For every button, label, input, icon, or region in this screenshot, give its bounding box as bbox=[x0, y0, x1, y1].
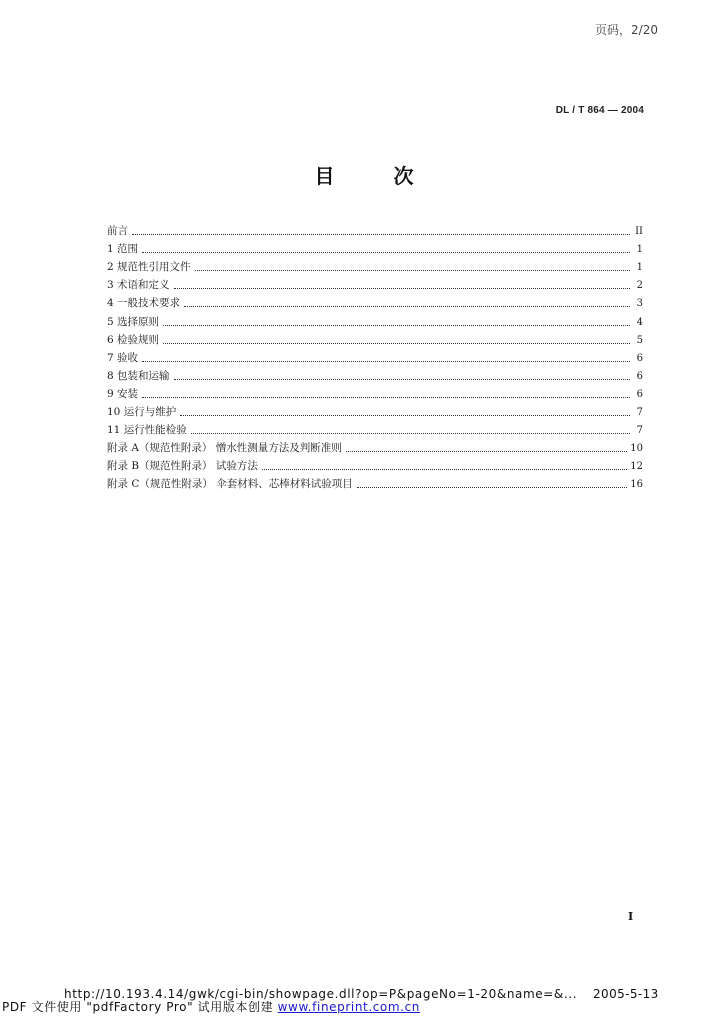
dot-leader bbox=[174, 288, 630, 289]
toc-entry[interactable] bbox=[107, 455, 643, 473]
toc-entry-page: 6 bbox=[636, 388, 643, 400]
toc-entry[interactable] bbox=[107, 238, 643, 256]
toc-entry[interactable] bbox=[107, 274, 643, 292]
toc-entry-label: 附录 C（规范性附录） 伞套材料、芯棒材料试验项目 bbox=[107, 478, 353, 491]
toc-entry-label: 7 验收 bbox=[107, 351, 139, 364]
dot-leader bbox=[142, 252, 630, 253]
toc-entry-label: 8 包装和运输 bbox=[107, 369, 170, 382]
page-number-roman: I bbox=[628, 910, 634, 923]
dot-leader bbox=[184, 306, 630, 307]
toc-entry-page: 7 bbox=[636, 425, 643, 437]
dot-leader bbox=[132, 234, 630, 235]
dot-leader bbox=[163, 325, 630, 326]
dot-leader bbox=[357, 487, 628, 488]
source-url[interactable]: http://10.193.4.14/gwk/cgi-bin/showpage.dll?op=P&pageNo=1-20&name=&... bbox=[64, 987, 578, 1001]
toc-entry-page: 1 bbox=[636, 262, 643, 274]
toc-entry-label: 1 范围 bbox=[107, 243, 139, 256]
toc-entry-page: 6 bbox=[636, 352, 643, 364]
dot-leader bbox=[180, 415, 630, 416]
toc-entry-page: 5 bbox=[636, 334, 643, 346]
toc-entry-label: 10 运行与维护 bbox=[107, 406, 177, 419]
toc-entry-label: 6 检验规则 bbox=[107, 333, 160, 346]
pdf-notice-text: PDF 文件使用 "pdfFactory Pro" 试用版本创建 bbox=[2, 1000, 278, 1014]
toc-entry[interactable] bbox=[107, 401, 643, 419]
fineprint-link[interactable]: www.fineprint.com.cn bbox=[277, 1000, 420, 1014]
toc-entry-label: 3 术语和定义 bbox=[107, 279, 170, 292]
toc-entry-label: 2 规范性引用文件 bbox=[107, 261, 191, 274]
toc-entry-label: 前言 bbox=[107, 225, 128, 238]
dot-leader bbox=[163, 343, 630, 344]
dot-leader bbox=[346, 451, 628, 452]
toc-entry-page: II bbox=[635, 226, 643, 238]
toc-entry-page: 2 bbox=[636, 280, 643, 292]
toc-entry[interactable] bbox=[107, 292, 643, 310]
page-counter: 页码，2/20 bbox=[595, 23, 658, 37]
toc-entry-label: 9 安装 bbox=[107, 387, 139, 400]
toc-title: 目 次 bbox=[314, 164, 440, 188]
toc-entry[interactable] bbox=[107, 437, 643, 455]
dot-leader bbox=[142, 361, 630, 362]
standard-code: DL / T 864 — 2004 bbox=[555, 105, 644, 116]
toc-entry-page: 10 bbox=[630, 443, 643, 455]
table-of-contents bbox=[107, 220, 643, 491]
toc-entry[interactable] bbox=[107, 256, 643, 274]
toc-entry[interactable] bbox=[107, 220, 643, 238]
toc-entry[interactable] bbox=[107, 365, 643, 383]
toc-entry-page: 4 bbox=[636, 316, 643, 328]
toc-entry-label: 5 选择原则 bbox=[107, 315, 160, 328]
toc-entry-label: 附录 A（规范性附录） 憎水性测量方法及判断准则 bbox=[107, 442, 342, 455]
toc-entry-label: 4 一般技术要求 bbox=[107, 297, 181, 310]
toc-entry-page: 6 bbox=[636, 370, 643, 382]
toc-entry[interactable] bbox=[107, 383, 643, 401]
toc-entry[interactable] bbox=[107, 310, 643, 328]
toc-entry-page: 3 bbox=[636, 298, 643, 310]
pdf-notice bbox=[2, 998, 420, 1015]
dot-leader bbox=[174, 379, 630, 380]
toc-entry-page: 1 bbox=[636, 244, 643, 256]
toc-entry-page: 7 bbox=[636, 407, 643, 419]
toc-entry[interactable] bbox=[107, 347, 643, 365]
toc-entry-label: 附录 B（规范性附录） 试验方法 bbox=[107, 460, 258, 473]
dot-leader bbox=[191, 433, 630, 434]
dot-leader bbox=[262, 469, 627, 470]
toc-entry[interactable] bbox=[107, 419, 643, 437]
toc-entry[interactable] bbox=[107, 329, 643, 347]
dot-leader bbox=[142, 397, 630, 398]
toc-entry-page: 12 bbox=[630, 461, 643, 473]
toc-entry-page: 16 bbox=[630, 479, 643, 491]
dot-leader bbox=[195, 270, 630, 271]
toc-entry-label: 11 运行性能检验 bbox=[107, 424, 187, 437]
print-date: 2005-5-13 bbox=[593, 987, 659, 1001]
toc-entry[interactable] bbox=[107, 473, 643, 491]
